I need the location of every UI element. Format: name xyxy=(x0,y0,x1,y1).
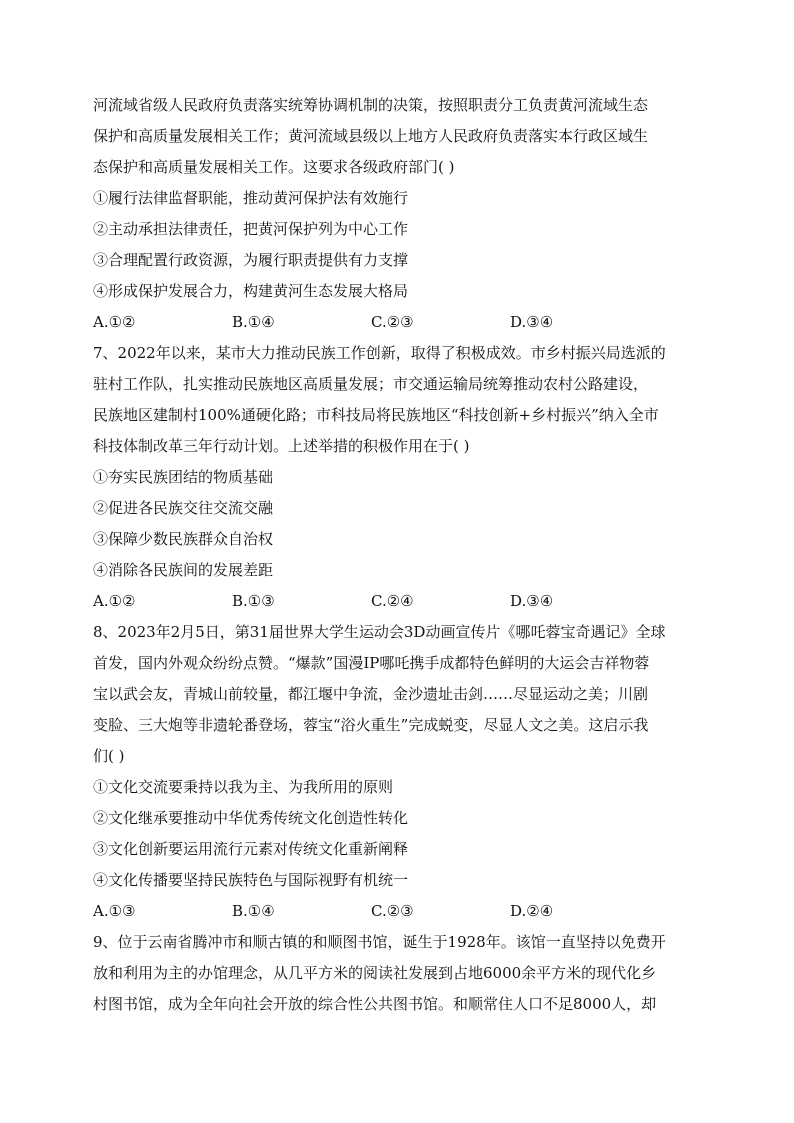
option-c: C.②④ xyxy=(371,592,414,610)
option-a: A.①② xyxy=(93,313,136,331)
option-b: B.①③ xyxy=(232,592,275,610)
statement-item: ②文化继承要推动中华优秀传统文化创造性转化 xyxy=(93,809,409,827)
question-7-items xyxy=(93,462,705,586)
question-7-options xyxy=(93,586,705,617)
document-page xyxy=(93,90,705,1020)
option-c: C.②③ xyxy=(371,313,414,331)
stem-line: 们( ) xyxy=(93,747,125,765)
option-d: D.②④ xyxy=(510,902,554,920)
stem-line: 保护和高质量发展相关工作；黄河流域县级以上地方人民政府负责落实本行政区域生 xyxy=(93,127,649,145)
stem-line: 7、2022年以来，某市大力推动民族工作创新，取得了积极成效。市乡村振兴局选派的 xyxy=(93,344,666,362)
question-8-stem xyxy=(93,617,705,772)
stem-line: 科技体制改革三年行动计划。上述举措的积极作用在于( ) xyxy=(93,437,470,455)
option-d: D.③④ xyxy=(510,313,554,331)
stem-line: 村图书馆，成为全年向社会开放的综合性公共图书馆。和顺常住人口不足8000人，却 xyxy=(93,995,657,1013)
option-b: B.①④ xyxy=(232,902,275,920)
statement-item: ①文化交流要秉持以我为主、为我所用的原则 xyxy=(93,778,394,796)
option-b: B.①④ xyxy=(232,313,275,331)
option-d: D.③④ xyxy=(510,592,554,610)
statement-item: ①履行法律监督职能，推动黄河保护法有效施行 xyxy=(93,189,409,207)
question-9-stem xyxy=(93,927,705,1020)
statement-item: ①夯实民族团结的物质基础 xyxy=(93,468,274,486)
statement-item: ③文化创新要运用流行元素对传统文化重新阐释 xyxy=(93,840,409,858)
statement-item: ③保障少数民族群众自治权 xyxy=(93,530,274,548)
option-c: C.②③ xyxy=(371,902,414,920)
stem-line: 8、2023年2月5日，第31届世界大学生运动会3D动画宣传片《哪吒蓉宝奇遇记》全球 xyxy=(93,623,666,641)
question-7-stem xyxy=(93,338,705,462)
stem-line: 首发，国内外观众纷纷点赞。“爆款”国漫IP哪吒携手成都特色鲜明的大运会吉祥物蓉 xyxy=(93,654,650,672)
statement-item: ④文化传播要坚持民族特色与国际视野有机统一 xyxy=(93,871,409,889)
stem-line: 放和利用为主的办馆理念，从几平方米的阅读社发展到占地6000余平方米的现代化乡 xyxy=(93,964,657,982)
stem-line: 宝以武会友，青城山前较量，都江堰中争流，金沙遗址击剑……尽显运动之美；川剧 xyxy=(93,685,649,703)
stem-line: 河流域省级人民政府负责落实统筹协调机制的决策，按照职责分工负责黄河流域生态 xyxy=(93,96,649,114)
option-a: A.①③ xyxy=(93,902,136,920)
stem-line: 民族地区建制村100%通硬化路；市科技局将民族地区“科技创新+乡村振兴”纳入全市 xyxy=(93,406,659,424)
statement-item: ②促进各民族交往交流交融 xyxy=(93,499,274,517)
stem-line: 9、位于云南省腾冲市和顺古镇的和顺图书馆，诞生于1928年。该馆一直坚持以免费开 xyxy=(93,933,666,951)
statement-item: ④消除各民族间的发展差距 xyxy=(93,561,274,579)
question-6-items xyxy=(93,183,705,307)
stem-line: 态保护和高质量发展相关工作。这要求各级政府部门( ) xyxy=(93,158,455,176)
question-8-options xyxy=(93,896,705,927)
stem-line: 驻村工作队，扎实推动民族地区高质量发展；市交通运输局统筹推动农村公路建设， xyxy=(93,375,649,393)
statement-item: ③合理配置行政资源，为履行职责提供有力支撑 xyxy=(93,251,409,269)
question-6-stem xyxy=(93,90,705,183)
question-8-items xyxy=(93,772,705,896)
statement-item: ④形成保护发展合力，构建黄河生态发展大格局 xyxy=(93,282,409,300)
stem-line: 变脸、三大炮等非遗轮番登场，蓉宝“浴火重生”完成蜕变，尽显人文之美。这启示我 xyxy=(93,716,649,734)
question-6-options xyxy=(93,307,705,338)
option-a: A.①② xyxy=(93,592,136,610)
statement-item: ②主动承担法律责任，把黄河保护列为中心工作 xyxy=(93,220,409,238)
